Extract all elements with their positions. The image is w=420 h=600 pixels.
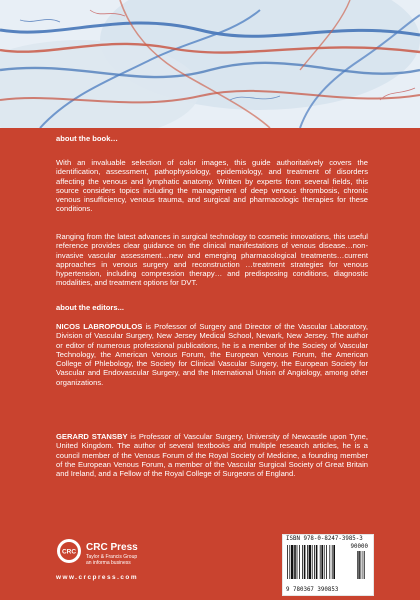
about-book-paragraph-1: With an invaluable selection of color images, this guide authoritatively covers the identification, assessment, pathophysiology, epidemiology, and treatment of disorders affecting the venous and lymphatic anatomy. Written by experts from several fields, this source considers topics including the management of deep venous thrombosis, chronic venous insufficiency, venous trauma, and surgical and pharmacologic therapies for these conditions. — [56, 158, 368, 214]
barcode-bar — [302, 545, 303, 579]
barcode-bar — [332, 545, 333, 579]
publisher-block — [56, 538, 236, 596]
cover-illustration — [0, 0, 420, 129]
barcode-addon-bar — [363, 551, 364, 579]
publisher-website[interactable]: www.crcpress.com — [56, 574, 139, 581]
crc-logo-text: CRC — [61, 548, 77, 556]
barcode-box — [282, 534, 374, 596]
barcode-bar — [291, 545, 293, 579]
barcode-addon-bar — [361, 551, 362, 579]
barcode-addon-bar — [358, 551, 359, 579]
crc-press-logo-icon — [56, 538, 82, 564]
barcode-bar — [294, 545, 296, 579]
barcode-bar — [324, 545, 325, 579]
barcode-digits: 9 780367 390853 — [286, 587, 339, 593]
isbn-label: ISBN 978-0-8247-3985-3 — [286, 536, 363, 542]
publisher-tagline: an informa business — [86, 560, 131, 566]
barcode-bar — [304, 545, 306, 579]
barcode-addon-bar — [357, 551, 358, 579]
publisher-group: Taylor & Francis Group — [86, 554, 138, 560]
editor-2-bio — [56, 432, 368, 478]
barcode-bar — [297, 545, 298, 579]
editor-1-bio — [56, 322, 368, 387]
barcode-bar — [326, 545, 327, 579]
about-editors-heading: about the editors... — [56, 303, 124, 312]
barcode-icon — [285, 545, 371, 581]
editor-2-bio-text: is Professor of Vascular Surgery, University of Newcastle upon Tyne, United Kingdom. The author of several textbooks and multiple research articles, he is a council member of the Venous Forum of the Royal Society of Medicine, a founding member of the European Venous Forum, a member of the Vascular Surgical Society of Great Britain and Ireland, and a Fellow of the Royal College of Surgeons of England. — [56, 432, 368, 479]
barcode-bar — [333, 545, 335, 579]
editor-2-name: GERARD STANSBY — [56, 432, 128, 441]
barcode-bar — [287, 545, 288, 579]
editor-1-name: NICOS LABROPOULOS — [56, 322, 143, 331]
barcode-bar — [299, 545, 300, 579]
barcode-bar — [320, 545, 321, 579]
about-book-heading: about the book… — [56, 134, 119, 143]
barcode-bar — [307, 545, 308, 579]
barcode-bar — [316, 545, 318, 579]
barcode-bar — [329, 545, 330, 579]
editor-1-bio-text: is Professor of Surgery and Director of the Vascular Laboratory, Division of Vascular Surgery, New Jersey Medical School, Newark, New Jersey. The author or editor of numerous professional publications, he is a member of the Society of Vascular Technology, the American Venous Forum, the European Venous Forum, the American College of Phlebology, the Society for Clinical Vascular Surgery, the European Society for Vascular and Endovascular Surgery, and the International Union of Angiology, among other organizations. — [56, 322, 368, 387]
barcode-bar — [289, 545, 290, 579]
barcode-bar — [312, 545, 313, 579]
barcode-bar — [309, 545, 311, 579]
price-code: 90000 — [350, 544, 368, 550]
vascular-illustration — [0, 0, 420, 128]
about-book-paragraph-2: Ranging from the latest advances in surgical technology to cosmetic innovations, this useful reference provides clear guidance on the clinical manifestations of venous disease…non-invasive vascular assessment…new and emerging pharmacological treatments…current approaches in venous surgery and reconstruction …treatment strategies for venous hypertension, including compression therapy… and predisposing conditions, diagnostic modalities, and treatment options for DVT. — [56, 232, 368, 288]
barcode-addon-bar — [364, 551, 365, 579]
publisher-name: CRC Press — [86, 542, 138, 553]
barcode-bar — [314, 545, 315, 579]
barcode-bar — [321, 545, 323, 579]
